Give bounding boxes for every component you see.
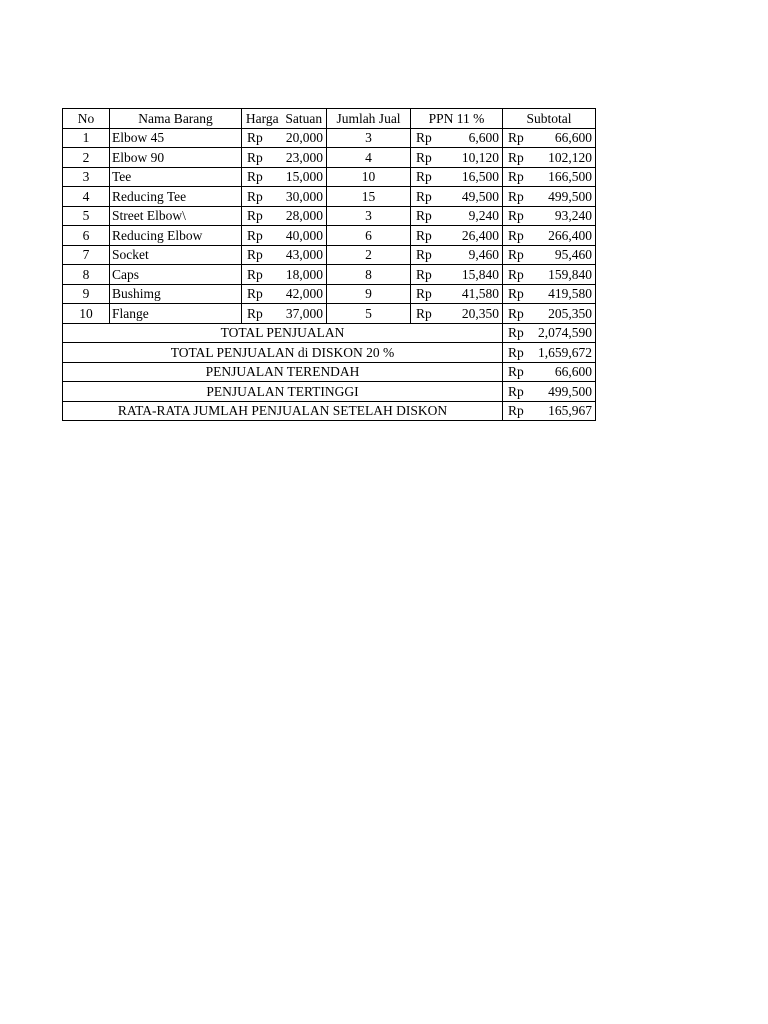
currency-label: Rp: [508, 403, 524, 419]
summary-value-value: 2,074,590: [538, 325, 592, 341]
cell-no: 6: [63, 226, 110, 246]
summary-value-value: 499,500: [548, 383, 592, 399]
cell-ppn: [411, 128, 503, 148]
cell-ppn: [411, 284, 503, 304]
cell-ppn-value: 10,120: [461, 149, 499, 165]
summary-label: TOTAL PENJUALAN di DISKON 20 %: [63, 343, 503, 363]
currency-label: Rp: [416, 208, 432, 224]
header-harga-satuan: Harga Satuan: [242, 109, 327, 129]
table-row: [63, 226, 596, 246]
cell-no: 2: [63, 148, 110, 168]
cell-harga-satuan: [242, 167, 327, 187]
cell-nama-barang: Elbow 90: [110, 148, 242, 168]
sales-table: [62, 108, 596, 421]
currency-label: Rp: [508, 344, 524, 360]
cell-nama-barang: Flange: [110, 304, 242, 324]
cell-ppn: [411, 206, 503, 226]
cell-ppn-value: 15,840: [461, 266, 499, 282]
cell-ppn-value: 6,600: [468, 130, 499, 146]
cell-harga-satuan-value: 37,000: [285, 305, 323, 321]
table-row: [63, 148, 596, 168]
summary-value: [503, 343, 596, 363]
cell-subtotal-value: 419,580: [548, 286, 592, 302]
summary-value: [503, 323, 596, 343]
summary-row: [63, 343, 596, 363]
cell-harga-satuan-value: 23,000: [285, 149, 323, 165]
cell-ppn-value: 9,460: [468, 247, 499, 263]
cell-jumlah-jual: 4: [327, 148, 411, 168]
table-row: [63, 128, 596, 148]
cell-subtotal-value: 159,840: [548, 266, 592, 282]
currency-label: Rp: [416, 247, 432, 263]
currency-label: Rp: [247, 247, 263, 263]
cell-no: 5: [63, 206, 110, 226]
cell-ppn: [411, 148, 503, 168]
cell-harga-satuan-value: 40,000: [285, 227, 323, 243]
currency-label: Rp: [508, 188, 524, 204]
cell-harga-satuan: [242, 128, 327, 148]
cell-subtotal: [503, 304, 596, 324]
header-no: No: [63, 109, 110, 129]
table-row: [63, 304, 596, 324]
currency-label: Rp: [416, 227, 432, 243]
cell-harga-satuan-value: 30,000: [285, 188, 323, 204]
cell-jumlah-jual: 2: [327, 245, 411, 265]
currency-label: Rp: [508, 286, 524, 302]
cell-ppn-value: 9,240: [468, 208, 499, 224]
table-row: [63, 245, 596, 265]
cell-jumlah-jual: 15: [327, 187, 411, 207]
currency-label: Rp: [416, 286, 432, 302]
currency-label: Rp: [508, 247, 524, 263]
cell-nama-barang: Elbow 45: [110, 128, 242, 148]
cell-subtotal-value: 166,500: [548, 169, 592, 185]
cell-subtotal: [503, 226, 596, 246]
table-row: [63, 265, 596, 285]
table-row: [63, 284, 596, 304]
currency-label: Rp: [247, 208, 263, 224]
cell-subtotal: [503, 148, 596, 168]
cell-no: 3: [63, 167, 110, 187]
cell-nama-barang: Caps: [110, 265, 242, 285]
currency-label: Rp: [247, 169, 263, 185]
cell-nama-barang: Street Elbow\: [110, 206, 242, 226]
currency-label: Rp: [416, 130, 432, 146]
summary-label: TOTAL PENJUALAN: [63, 323, 503, 343]
currency-label: Rp: [247, 149, 263, 165]
cell-subtotal-value: 205,350: [548, 305, 592, 321]
summary-value: [503, 382, 596, 402]
table-row: [63, 167, 596, 187]
summary-row: [63, 401, 596, 421]
currency-label: Rp: [508, 383, 524, 399]
cell-harga-satuan: [242, 304, 327, 324]
summary-label: PENJUALAN TERTINGGI: [63, 382, 503, 402]
cell-harga-satuan: [242, 245, 327, 265]
cell-harga-satuan-value: 18,000: [285, 266, 323, 282]
sales-table-body: [63, 109, 596, 421]
summary-value-value: 165,967: [548, 403, 592, 419]
cell-ppn-value: 16,500: [461, 169, 499, 185]
cell-harga-satuan: [242, 206, 327, 226]
currency-label: Rp: [508, 227, 524, 243]
cell-jumlah-jual: 9: [327, 284, 411, 304]
cell-ppn-value: 41,580: [461, 286, 499, 302]
currency-label: Rp: [416, 266, 432, 282]
cell-harga-satuan: [242, 265, 327, 285]
cell-ppn: [411, 245, 503, 265]
currency-label: Rp: [508, 364, 524, 380]
cell-harga-satuan: [242, 148, 327, 168]
cell-harga-satuan-value: 42,000: [285, 286, 323, 302]
currency-label: Rp: [416, 305, 432, 321]
cell-nama-barang: Tee: [110, 167, 242, 187]
header-jumlah-jual: Jumlah Jual: [327, 109, 411, 129]
cell-ppn: [411, 187, 503, 207]
cell-jumlah-jual: 8: [327, 265, 411, 285]
currency-label: Rp: [416, 169, 432, 185]
table-row: [63, 187, 596, 207]
currency-label: Rp: [508, 169, 524, 185]
cell-no: 4: [63, 187, 110, 207]
summary-value: [503, 362, 596, 382]
header-ppn: PPN 11 %: [411, 109, 503, 129]
cell-subtotal: [503, 245, 596, 265]
summary-label: RATA-RATA JUMLAH PENJUALAN SETELAH DISKON: [63, 401, 503, 421]
summary-value: [503, 401, 596, 421]
currency-label: Rp: [247, 305, 263, 321]
summary-label: PENJUALAN TERENDAH: [63, 362, 503, 382]
cell-subtotal: [503, 265, 596, 285]
currency-label: Rp: [508, 149, 524, 165]
currency-label: Rp: [247, 286, 263, 302]
cell-no: 10: [63, 304, 110, 324]
currency-label: Rp: [416, 149, 432, 165]
cell-subtotal-value: 93,240: [554, 208, 592, 224]
header-row: [63, 109, 596, 129]
cell-subtotal: [503, 284, 596, 304]
cell-jumlah-jual: 6: [327, 226, 411, 246]
summary-value-value: 66,600: [554, 364, 592, 380]
cell-subtotal: [503, 187, 596, 207]
cell-subtotal: [503, 206, 596, 226]
currency-label: Rp: [247, 227, 263, 243]
cell-subtotal-value: 499,500: [548, 188, 592, 204]
summary-row: [63, 382, 596, 402]
currency-label: Rp: [508, 325, 524, 341]
cell-jumlah-jual: 3: [327, 206, 411, 226]
cell-harga-satuan-value: 43,000: [285, 247, 323, 263]
cell-harga-satuan: [242, 187, 327, 207]
cell-nama-barang: Socket: [110, 245, 242, 265]
header-subtotal: Subtotal: [503, 109, 596, 129]
cell-nama-barang: Reducing Elbow: [110, 226, 242, 246]
cell-subtotal: [503, 128, 596, 148]
cell-harga-satuan-value: 20,000: [285, 130, 323, 146]
cell-ppn-value: 26,400: [461, 227, 499, 243]
currency-label: Rp: [247, 266, 263, 282]
currency-label: Rp: [508, 266, 524, 282]
cell-nama-barang: Reducing Tee: [110, 187, 242, 207]
cell-ppn: [411, 226, 503, 246]
summary-value-value: 1,659,672: [538, 344, 592, 360]
table-row: [63, 206, 596, 226]
cell-jumlah-jual: 10: [327, 167, 411, 187]
currency-label: Rp: [247, 188, 263, 204]
cell-nama-barang: Bushimg: [110, 284, 242, 304]
cell-ppn: [411, 265, 503, 285]
currency-label: Rp: [508, 305, 524, 321]
cell-harga-satuan: [242, 284, 327, 304]
cell-no: 9: [63, 284, 110, 304]
currency-label: Rp: [508, 208, 524, 224]
cell-ppn-value: 20,350: [461, 305, 499, 321]
currency-label: Rp: [416, 188, 432, 204]
cell-subtotal: [503, 167, 596, 187]
cell-no: 8: [63, 265, 110, 285]
cell-ppn: [411, 167, 503, 187]
cell-subtotal-value: 266,400: [548, 227, 592, 243]
summary-row: [63, 323, 596, 343]
summary-row: [63, 362, 596, 382]
currency-label: Rp: [247, 130, 263, 146]
cell-jumlah-jual: 3: [327, 128, 411, 148]
header-nama-barang: Nama Barang: [110, 109, 242, 129]
cell-jumlah-jual: 5: [327, 304, 411, 324]
cell-subtotal-value: 95,460: [554, 247, 592, 263]
cell-no: 7: [63, 245, 110, 265]
cell-ppn: [411, 304, 503, 324]
cell-subtotal-value: 66,600: [554, 130, 592, 146]
currency-label: Rp: [508, 130, 524, 146]
cell-ppn-value: 49,500: [461, 188, 499, 204]
cell-harga-satuan-value: 28,000: [285, 208, 323, 224]
cell-harga-satuan-value: 15,000: [285, 169, 323, 185]
cell-subtotal-value: 102,120: [548, 149, 592, 165]
cell-harga-satuan: [242, 226, 327, 246]
cell-no: 1: [63, 128, 110, 148]
